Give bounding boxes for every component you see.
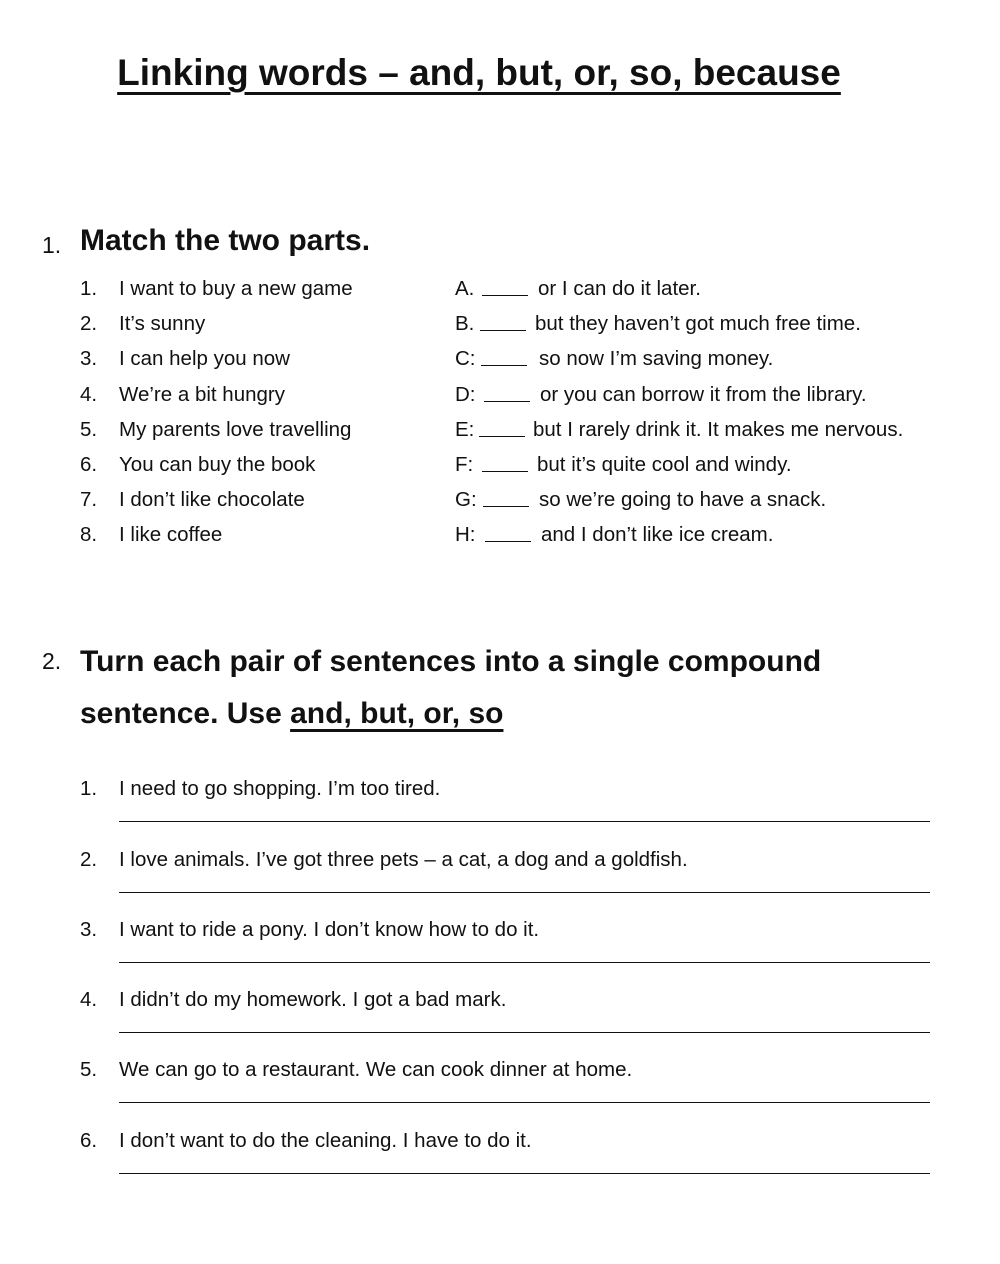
match-right-key: C: bbox=[455, 347, 476, 370]
linking-words-underlined: and, but, or, so bbox=[290, 697, 504, 730]
match-row bbox=[0, 312, 1000, 342]
sentence-pair-text: I don’t want to do the cleaning. I have to do it. bbox=[119, 1129, 532, 1152]
section-2-heading bbox=[80, 636, 821, 740]
match-right-text: and I don’t like ice cream. bbox=[541, 523, 774, 546]
match-right-key: D: bbox=[455, 383, 476, 406]
match-right-text: but they haven’t got much free time. bbox=[535, 312, 861, 335]
match-right-text: or I can do it later. bbox=[538, 277, 701, 300]
answer-line[interactable] bbox=[119, 962, 930, 963]
match-right-key: B. bbox=[455, 312, 475, 335]
answer-line[interactable] bbox=[119, 1173, 930, 1174]
match-right-text: or you can borrow it from the library. bbox=[540, 383, 867, 406]
match-row bbox=[0, 383, 1000, 413]
match-left-text: You can buy the book bbox=[119, 453, 316, 476]
match-row bbox=[0, 347, 1000, 377]
answer-line[interactable] bbox=[119, 1032, 930, 1033]
sentence-number: 5. bbox=[80, 1058, 98, 1081]
match-right-text: but it’s quite cool and windy. bbox=[537, 453, 792, 476]
match-right-key: H: bbox=[455, 523, 476, 546]
match-left-text: I don’t like chocolate bbox=[119, 488, 305, 511]
match-left-number: 5. bbox=[80, 418, 98, 441]
sentence-pair-text: I want to ride a pony. I don’t know how to do it. bbox=[119, 918, 540, 941]
section-2-heading-line1: Turn each pair of sentences into a single compound bbox=[80, 645, 822, 678]
section-2-number: 2. bbox=[42, 648, 62, 674]
section-1-heading: Match the two parts. bbox=[80, 224, 371, 257]
match-right-text: so we’re going to have a snack. bbox=[539, 488, 827, 511]
match-left-text: My parents love travelling bbox=[119, 418, 352, 441]
worksheet-title: Linking words – and, but, or, so, because bbox=[117, 52, 841, 93]
section-2-heading-prefix: sentence. Use bbox=[80, 697, 291, 730]
match-answer-blank[interactable] bbox=[482, 471, 528, 472]
match-row bbox=[0, 453, 1000, 483]
match-left-text: I like coffee bbox=[119, 523, 223, 546]
match-left-number: 6. bbox=[80, 453, 98, 476]
match-answer-blank[interactable] bbox=[481, 365, 527, 366]
sentence-pair-text: I need to go shopping. I’m too tired. bbox=[119, 777, 441, 800]
match-left-number: 7. bbox=[80, 488, 98, 511]
match-row bbox=[0, 523, 1000, 553]
match-right-text: but I rarely drink it. It makes me nervous. bbox=[533, 418, 904, 441]
match-row bbox=[0, 277, 1000, 307]
match-answer-blank[interactable] bbox=[485, 541, 531, 542]
sentence-number: 2. bbox=[80, 848, 98, 871]
match-left-text: I can help you now bbox=[119, 347, 290, 370]
section-2-heading-line2 bbox=[80, 688, 821, 740]
match-left-number: 4. bbox=[80, 383, 98, 406]
match-left-text: It’s sunny bbox=[119, 312, 206, 335]
match-left-number: 2. bbox=[80, 312, 98, 335]
match-answer-blank[interactable] bbox=[483, 506, 529, 507]
match-answer-blank[interactable] bbox=[482, 295, 528, 296]
sentence-number: 3. bbox=[80, 918, 98, 941]
match-right-key: A. bbox=[455, 277, 475, 300]
sentence-pair-text: I didn’t do my homework. I got a bad mark. bbox=[119, 988, 507, 1011]
answer-line[interactable] bbox=[119, 1102, 930, 1103]
match-right-key: E: bbox=[455, 418, 475, 441]
section-1-number: 1. bbox=[42, 232, 62, 258]
match-left-number: 1. bbox=[80, 277, 98, 300]
match-right-key: G: bbox=[455, 488, 477, 511]
sentence-pair-text: I love animals. I’ve got three pets – a cat, a dog and a goldfish. bbox=[119, 848, 688, 871]
sentence-number: 1. bbox=[80, 777, 98, 800]
sentence-number: 4. bbox=[80, 988, 98, 1011]
answer-line[interactable] bbox=[119, 821, 930, 822]
sentence-pair-text: We can go to a restaurant. We can cook dinner at home. bbox=[119, 1058, 633, 1081]
match-row bbox=[0, 418, 1000, 448]
sentence-number: 6. bbox=[80, 1129, 98, 1152]
match-left-number: 3. bbox=[80, 347, 98, 370]
match-left-text: We’re a bit hungry bbox=[119, 383, 285, 406]
match-right-text: so now I’m saving money. bbox=[539, 347, 774, 370]
match-left-number: 8. bbox=[80, 523, 98, 546]
match-answer-blank[interactable] bbox=[484, 401, 530, 402]
match-left-text: I want to buy a new game bbox=[119, 277, 353, 300]
match-answer-blank[interactable] bbox=[480, 330, 526, 331]
match-row bbox=[0, 488, 1000, 518]
match-right-key: F: bbox=[455, 453, 474, 476]
match-answer-blank[interactable] bbox=[479, 436, 525, 437]
answer-line[interactable] bbox=[119, 892, 930, 893]
